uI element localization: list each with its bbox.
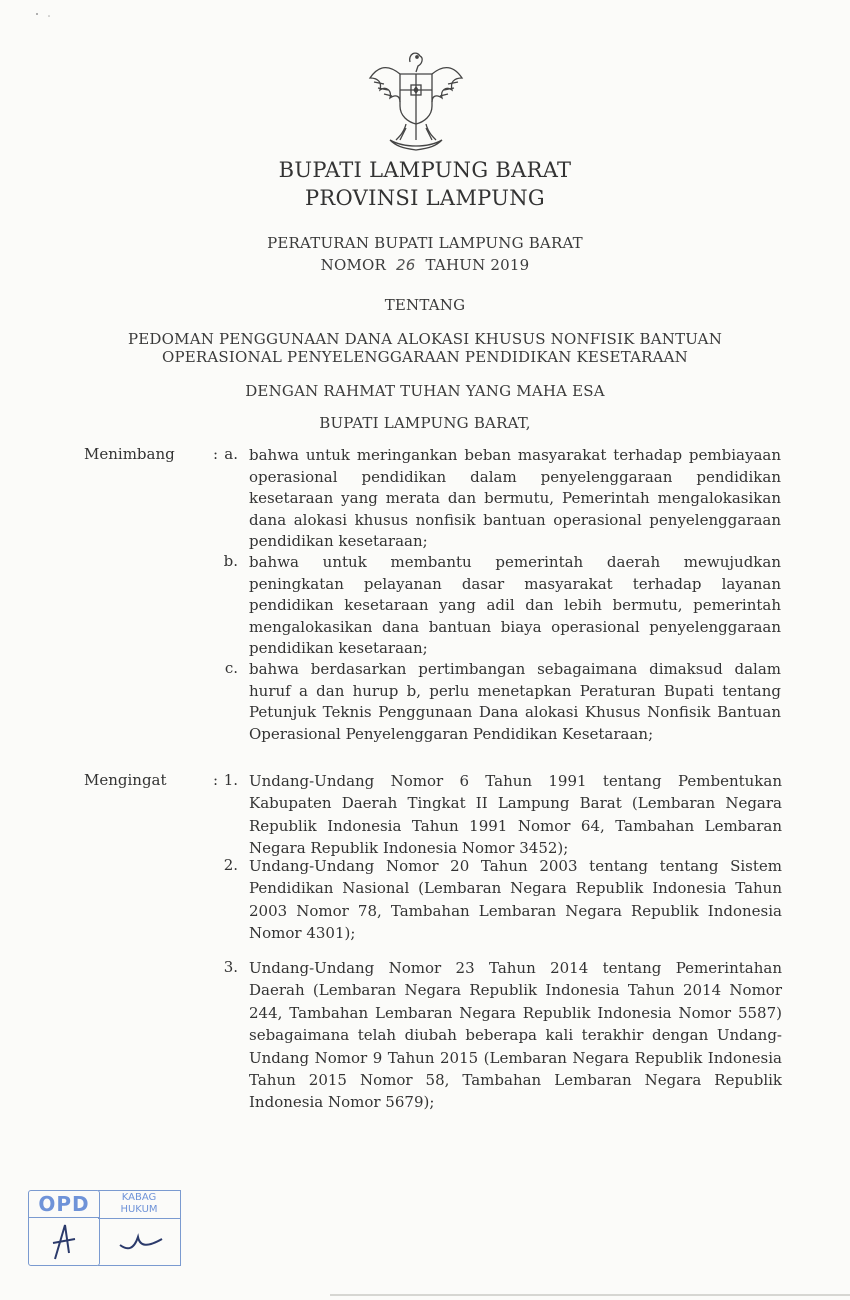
opd-stamp-box xyxy=(28,1190,100,1266)
regulation-title: PERATURAN BUPATI LAMPUNG BARAT xyxy=(267,234,583,252)
mengingat-marker-1: 1. xyxy=(223,771,238,789)
tentang-heading: TENTANG xyxy=(384,296,466,314)
kabag-signature-icon xyxy=(98,1217,180,1265)
menimbang-item-c: bahwa berdasarkan pertimbangan sebagaimana dimaksud dalam huruf a dan hurup b, perlu menetapkan Peraturan Bupati tentang Petunjuk Teknis Penggunaan Dana alokasi Khusus Nonfisik Bantuan Operasional Penyelenggaran Pendidikan Kesetaraan; xyxy=(249,660,781,743)
menimbang-item-b: bahwa untuk membantu pemerintah daerah mewujudkan peningkatan pelayanan dasar masyarakat terhadap layanan pendidikan kesetaraan yang adil dan lebih bermutu, pemerintah mengalokasikan dana bantuan biaya operasional penyelenggaraan pendidikan kesetaraan; xyxy=(249,553,781,658)
page-bottom-edge xyxy=(330,1294,850,1296)
mengingat-colon: : xyxy=(213,771,219,789)
mengingat-item-3: Undang-Undang Nomor 23 Tahun 2014 tentang Pemerintahan Daerah (Lembaran Negara Republik Indonesia Tahun 2014 Nomor 244, Tambahan Lembaran Negara Republik Indonesia Nomor 5587) sebagaimana telah diubah beberapa kali terakhir dengan Undang-Undang Nomor 9 Tahun 2015 (Lembaran Negara Republik Indonesia Tahun 2015 Nomor 58, Tambahan Lembaran Negara Republik Indonesia Nomor 5679); xyxy=(249,959,782,1112)
subject-line-1: PEDOMAN PENGGUNAAN DANA ALOKASI KHUSUS NONFISIK BANTUAN xyxy=(127,330,723,348)
opd-stamp-label: OPD xyxy=(29,1191,99,1218)
menimbang-item-a: bahwa untuk meringankan beban masyarakat terhadap pembiayaan operasional pendidikan dalam penyelenggaraan pendidikan kesetaraan yang merata dan bermutu, Pemerintah mengalokasikan dana alokasi khusus nonfisik bantuan operasional penyelenggaraan pendidikan kesetaraan; xyxy=(249,446,781,551)
kabag-stamp-label xyxy=(98,1191,180,1219)
mengingat-item-2: Undang-Undang Nomor 20 Tahun 2003 tentang tentang Sistem Pendidikan Nasional (Lembaran Negara Republik Indonesia Tahun 2003 Nomor 78, Tambahan Lembaran Negara Republik Indonesia Nomor 4301); xyxy=(249,857,782,943)
garuda-emblem-icon xyxy=(360,44,472,156)
rahmat-line: DENGAN RAHMAT TUHAN YANG MAHA ESA xyxy=(245,382,605,400)
nomor-label: NOMOR xyxy=(320,256,387,274)
mengingat-item-1: Undang-Undang Nomor 6 Tahun 1991 tentang Pembentukan Kabupaten Daerah Tingkat II Lampung Barat (Lembaran Negara Republik Indonesia Tahun 1991 Nomor 64, Tambahan Lembaran Negara Republik Indonesia Nomor 3452); xyxy=(249,772,782,858)
kabag-label-line1: KABAG xyxy=(121,1192,157,1203)
menimbang-marker-c: c. xyxy=(224,659,238,677)
regulation-number-line xyxy=(0,256,850,274)
mengingat-marker-3: 3. xyxy=(223,958,238,976)
menimbang-colon: : xyxy=(213,445,219,463)
bupati-line: BUPATI LAMPUNG BARAT, xyxy=(319,414,531,432)
tahun-label: TAHUN 2019 xyxy=(425,256,530,274)
kabag-stamp-box xyxy=(98,1190,181,1266)
paraf-stamp xyxy=(28,1190,188,1270)
subject-line-2: OPERASIONAL PENYELENGGARAAN PENDIDIKAN KESETARAAN xyxy=(161,348,689,366)
header-line-1: BUPATI LAMPUNG BARAT xyxy=(278,158,572,182)
opd-signature-icon xyxy=(29,1217,99,1265)
menimbang-marker-a: a. xyxy=(224,445,238,463)
scan-speck xyxy=(34,10,54,20)
header-line-2: PROVINSI LAMPUNG xyxy=(304,186,545,210)
kabag-label-line2: HUKUM xyxy=(120,1204,158,1215)
menimbang-marker-b: b. xyxy=(223,552,238,570)
mengingat-label: Mengingat xyxy=(84,771,167,789)
menimbang-label: Menimbang xyxy=(84,445,175,463)
mengingat-marker-2: 2. xyxy=(223,856,238,874)
nomor-value: 26 xyxy=(396,256,416,274)
